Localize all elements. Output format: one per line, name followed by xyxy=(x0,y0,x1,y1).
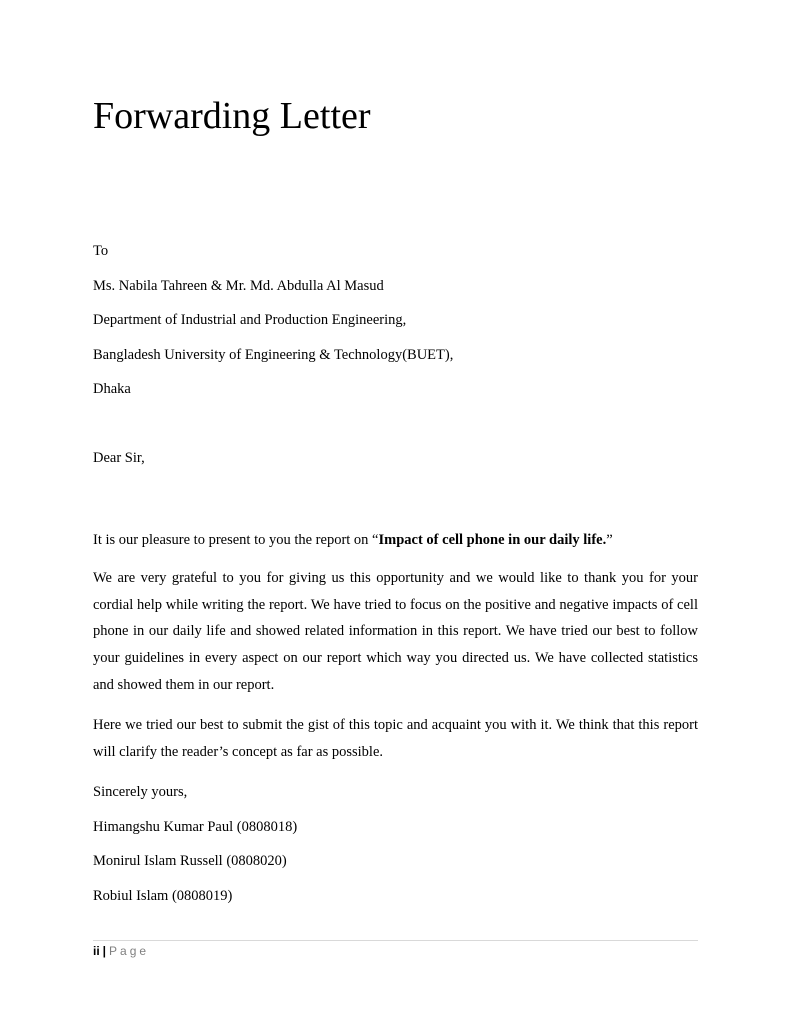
page-label: Page xyxy=(109,944,150,958)
report-title: Impact of cell phone in our daily life. xyxy=(378,532,607,548)
letter-title: Forwarding Letter xyxy=(93,95,371,137)
body-paragraph-2: Here we tried our best to submit the gist of this topic and acquaint you with it. We think that this report will clarify the reader’s concept as far as possible. xyxy=(93,717,698,760)
closing: Sincerely yours, xyxy=(93,784,188,800)
intro-after: ” xyxy=(606,532,613,548)
signatory-3: Robiul Islam (0808019) xyxy=(93,888,233,904)
salutation: Dear Sir, xyxy=(93,450,145,466)
recipient-city: Dhaka xyxy=(93,381,131,397)
body-paragraph-1: We are very grateful to you for giving us this opportunity and we would like to thank you for your cordial help while writing the report. We have tried to focus on the positive and negative impacts of cell phone in our daily life and showed related information in this report. We have tried our best to follow your guidelines in every aspect on our report which way you directed us. We have collected statistics and showed them in our report. xyxy=(93,570,698,693)
page-footer xyxy=(93,942,149,960)
signatory-2: Monirul Islam Russell (0808020) xyxy=(93,853,287,869)
recipient-names: Ms. Nabila Tahreen & Mr. Md. Abdulla Al Masud xyxy=(93,278,384,294)
signatory-1: Himangshu Kumar Paul (0808018) xyxy=(93,819,298,835)
recipient-to: To xyxy=(93,243,109,259)
intro-before: It is our pleasure to present to you the report on “ xyxy=(93,532,379,548)
footer-separator: | xyxy=(102,944,107,958)
recipient-department: Department of Industrial and Production Engineering, xyxy=(93,312,407,328)
page-number: ii xyxy=(93,944,100,958)
footer-divider xyxy=(93,940,698,941)
intro-sentence xyxy=(93,530,613,550)
recipient-university: Bangladesh University of Engineering & Technology(BUET), xyxy=(93,347,454,363)
